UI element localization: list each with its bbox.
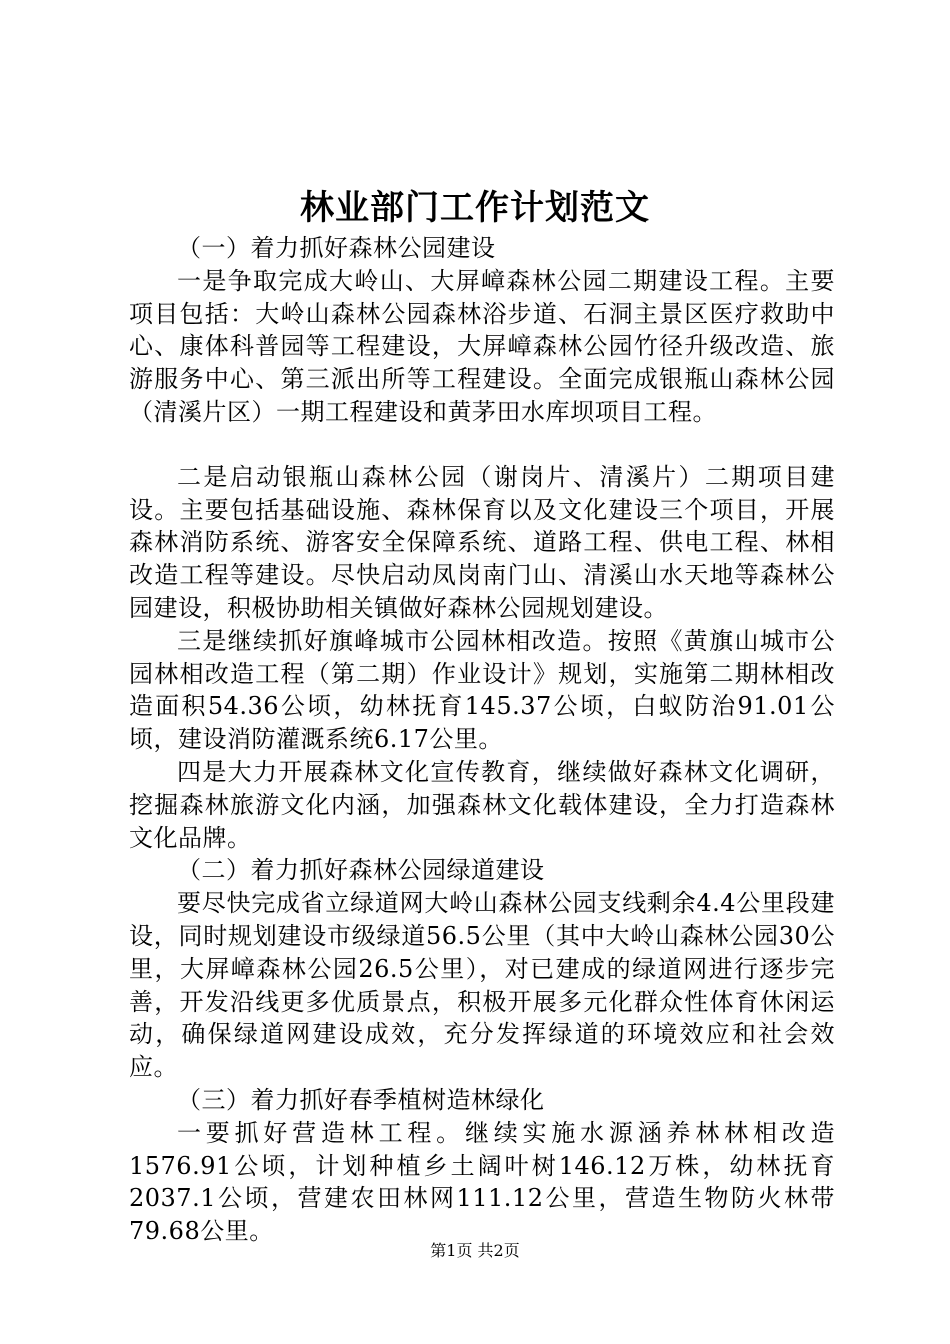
paragraph-2: 二是启动银瓶山森林公园（谢岗片、清溪片）二期项目建设。主要包括基础设施、森林保育以及文化建设三个项目，开展森林消防系统、游客安全保障系统、道路工程、供电工程、林相改造工程等建设。尽快启动凤岗南门山、清溪山水天地等森林公园建设，积极协助相关镇做好森林公园规划建设。 (129, 462, 835, 622)
document-body (129, 232, 835, 1248)
document-title: 林业部门工作计划范文 (300, 188, 650, 228)
page-footer: 第1页 共2页 (430, 1241, 520, 1260)
section-heading-1: （一）着力抓好森林公园建设 (177, 234, 496, 262)
section-heading-2: （二）着力抓好森林公园绿道建设 (177, 856, 545, 885)
section-heading-3: （三）着力抓好春季植树造林绿化 (177, 1085, 545, 1114)
paragraph-5: 要尽快完成省立绿道网大岭山森林公园支线剩余4.4公里段建设，同时规划建设市级绿道56.5公里（其中大岭山森林公园30公里，大屏嶂森林公园26.5公里），对已建成的绿道网进行逐步完善，开发沿线更多优质景点，积极开展多元化群众性体育休闲运动，确保绿道网建设成效，充分发挥绿道的环境效应和社会效应。 (129, 889, 835, 1082)
paragraph-3: 三是继续抓好旗峰城市公园林相改造。按照《黄旗山城市公园林相改造工程（第二期）作业设计》规划，实施第二期林相改造面积54.36公顷，幼林抚育145.37公顷，白蚁防治91.01公顷，建设消防灌溉系统6.17公里。 (129, 626, 835, 754)
paragraph-4: 四是大力开展森林文化宣传教育，继续做好森林文化调研，挖掘森林旅游文化内涵，加强森林文化载体建设，全力打造森林文化品牌。 (129, 757, 835, 852)
paragraph-1: 一是争取完成大岭山、大屏嶂森林公园二期建设工程。主要项目包括：大岭山森林公园森林浴步道、石洞主景区医疗救助中心、康体科普园等工程建设，大屏嶂森林公园竹径升级改造、旅游服务中心、第三派出所等工程建设。全面完成银瓶山森林公园（清溪片区）一期工程建设和黄茅田水库坝项目工程。 (129, 266, 835, 426)
paragraph-6: 一要抓好营造林工程。继续实施水源涵养林林相改造1576.91公顷，计划种植乡土阔叶树146.12万株，幼林抚育2037.1公顷，营建农田林网111.12公里，营造生物防火林带79.68公里。 (129, 1118, 835, 1246)
